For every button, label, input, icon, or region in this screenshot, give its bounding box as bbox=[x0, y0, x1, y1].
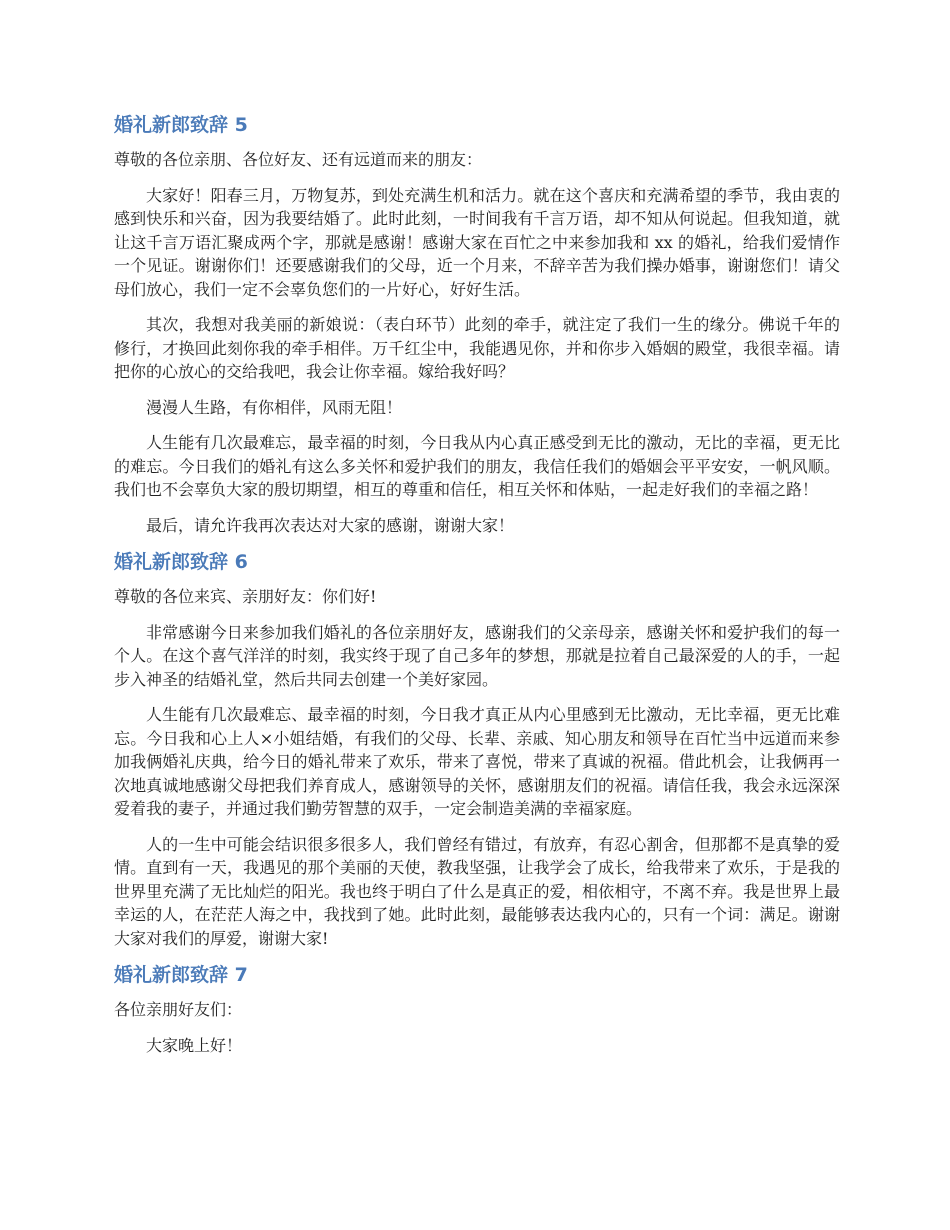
salutation: 尊敬的各位亲朋、各位好友、还有远道而来的朋友： bbox=[114, 150, 483, 169]
salutation: 各位亲朋好友们： bbox=[114, 1000, 243, 1019]
paragraph: 大家好！阳春三月，万物复苏，到处充满生机和活力。就在这个喜庆和充满希望的季节，我由衷的感到快乐和兴奋，因为我要结婚了。此时此刻，一时间我有千言万语，却不知从何说起。但我知道，就让这千言万语汇聚成两个字，那就是感谢！感谢大家在百忙之中来参加我和 xx 的婚礼，给我们爱情作一个见证。谢谢你们！还要感谢我们的父母，近一个月来，不辞辛苦为我们操办婚事，谢谢您们！请父母们放心，我们一定不会辜负您们的一片好心，好好生活。 bbox=[114, 185, 840, 299]
speech-section-7 bbox=[114, 962, 840, 1057]
document-page bbox=[114, 112, 840, 1069]
speech-section-5 bbox=[114, 112, 840, 537]
paragraph: 其次，我想对我美丽的新娘说：（表白环节）此刻的牵手，就注定了我们一生的缘分。佛说千年的修行，才换回此刻你我的牵手相伴。万千红尘中，我能遇见你，并和你步入婚姻的殿堂，我很幸福。请把你的心放心的交给我吧，我会让你幸福。嫁给我好吗？ bbox=[114, 315, 840, 381]
salutation: 尊敬的各位来宾、亲朋好友：你们好! bbox=[114, 587, 377, 606]
paragraph: 漫漫人生路，有你相伴，风雨无阻！ bbox=[146, 397, 403, 417]
paragraph: 大家晚上好！ bbox=[146, 1035, 243, 1055]
paragraph: 人的一生中可能会结识很多很多人，我们曾经有错过，有放弃，有忍心割舍，但那都不是真挚的爱情。直到有一天，我遇见的那个美丽的天使，教我坚强，让我学会了成长，给我带来了欢乐，于是我的世界里充满了无比灿烂的阳光。我也终于明白了什么是真正的爱，相依相守，不离不弃。我是世界上最幸运的人，在茫茫人海之中，我找到了她。此时此刻，最能够表达我内心的，只有一个词：满足。谢谢大家对我们的厚爱，谢谢大家! bbox=[114, 834, 840, 948]
speech-section-6 bbox=[114, 549, 840, 950]
paragraph: 人生能有几次最难忘，最幸福的时刻，今日我从内心真正感受到无比的激动，无比的幸福，更无比的难忘。今日我们的婚礼有这么多关怀和爱护我们的朋友，我信任我们的婚姻会平平安安，一帆风顺。我们也不会辜负大家的殷切期望，相互的尊重和信任，相互关怀和体贴，一起走好我们的幸福之路！ bbox=[114, 433, 840, 499]
paragraph: 最后，请允许我再次表达对大家的感谢，谢谢大家！ bbox=[146, 515, 515, 535]
section-title: 婚礼新郎致辞 7 bbox=[114, 964, 248, 986]
paragraph: 人生能有几次最难忘、最幸福的时刻，今日我才真正从内心里感到无比激动，无比幸福，更无比难忘。今日我和心上人×小姐结婚，有我们的父母、长辈、亲戚、知心朋友和领导在百忙当中远道而来参加我俩婚礼庆典，给今日的婚礼带来了欢乐，带来了喜悦，带来了真诚的祝福。借此机会，让我俩再一次地真诚地感谢父母把我们养育成人，感谢领导的关怀，感谢朋友们的祝福。请信任我，我会永远深深爱着我的妻子，并通过我们勤劳智慧的双手，一定会制造美满的幸福家庭。 bbox=[114, 705, 840, 818]
section-title: 婚礼新郎致辞 6 bbox=[114, 551, 248, 573]
paragraph: 非常感谢今日来参加我们婚礼的各位亲朋好友，感谢我们的父亲母亲，感谢关怀和爱护我们的每一个人。在这个喜气洋洋的时刻，我实终于现了自己多年的梦想，那就是拉着自己最深爱的人的手，一起步入神圣的结婚礼堂，然后共同去创建一个美好家园。 bbox=[114, 622, 840, 689]
section-title: 婚礼新郎致辞 5 bbox=[114, 114, 248, 136]
